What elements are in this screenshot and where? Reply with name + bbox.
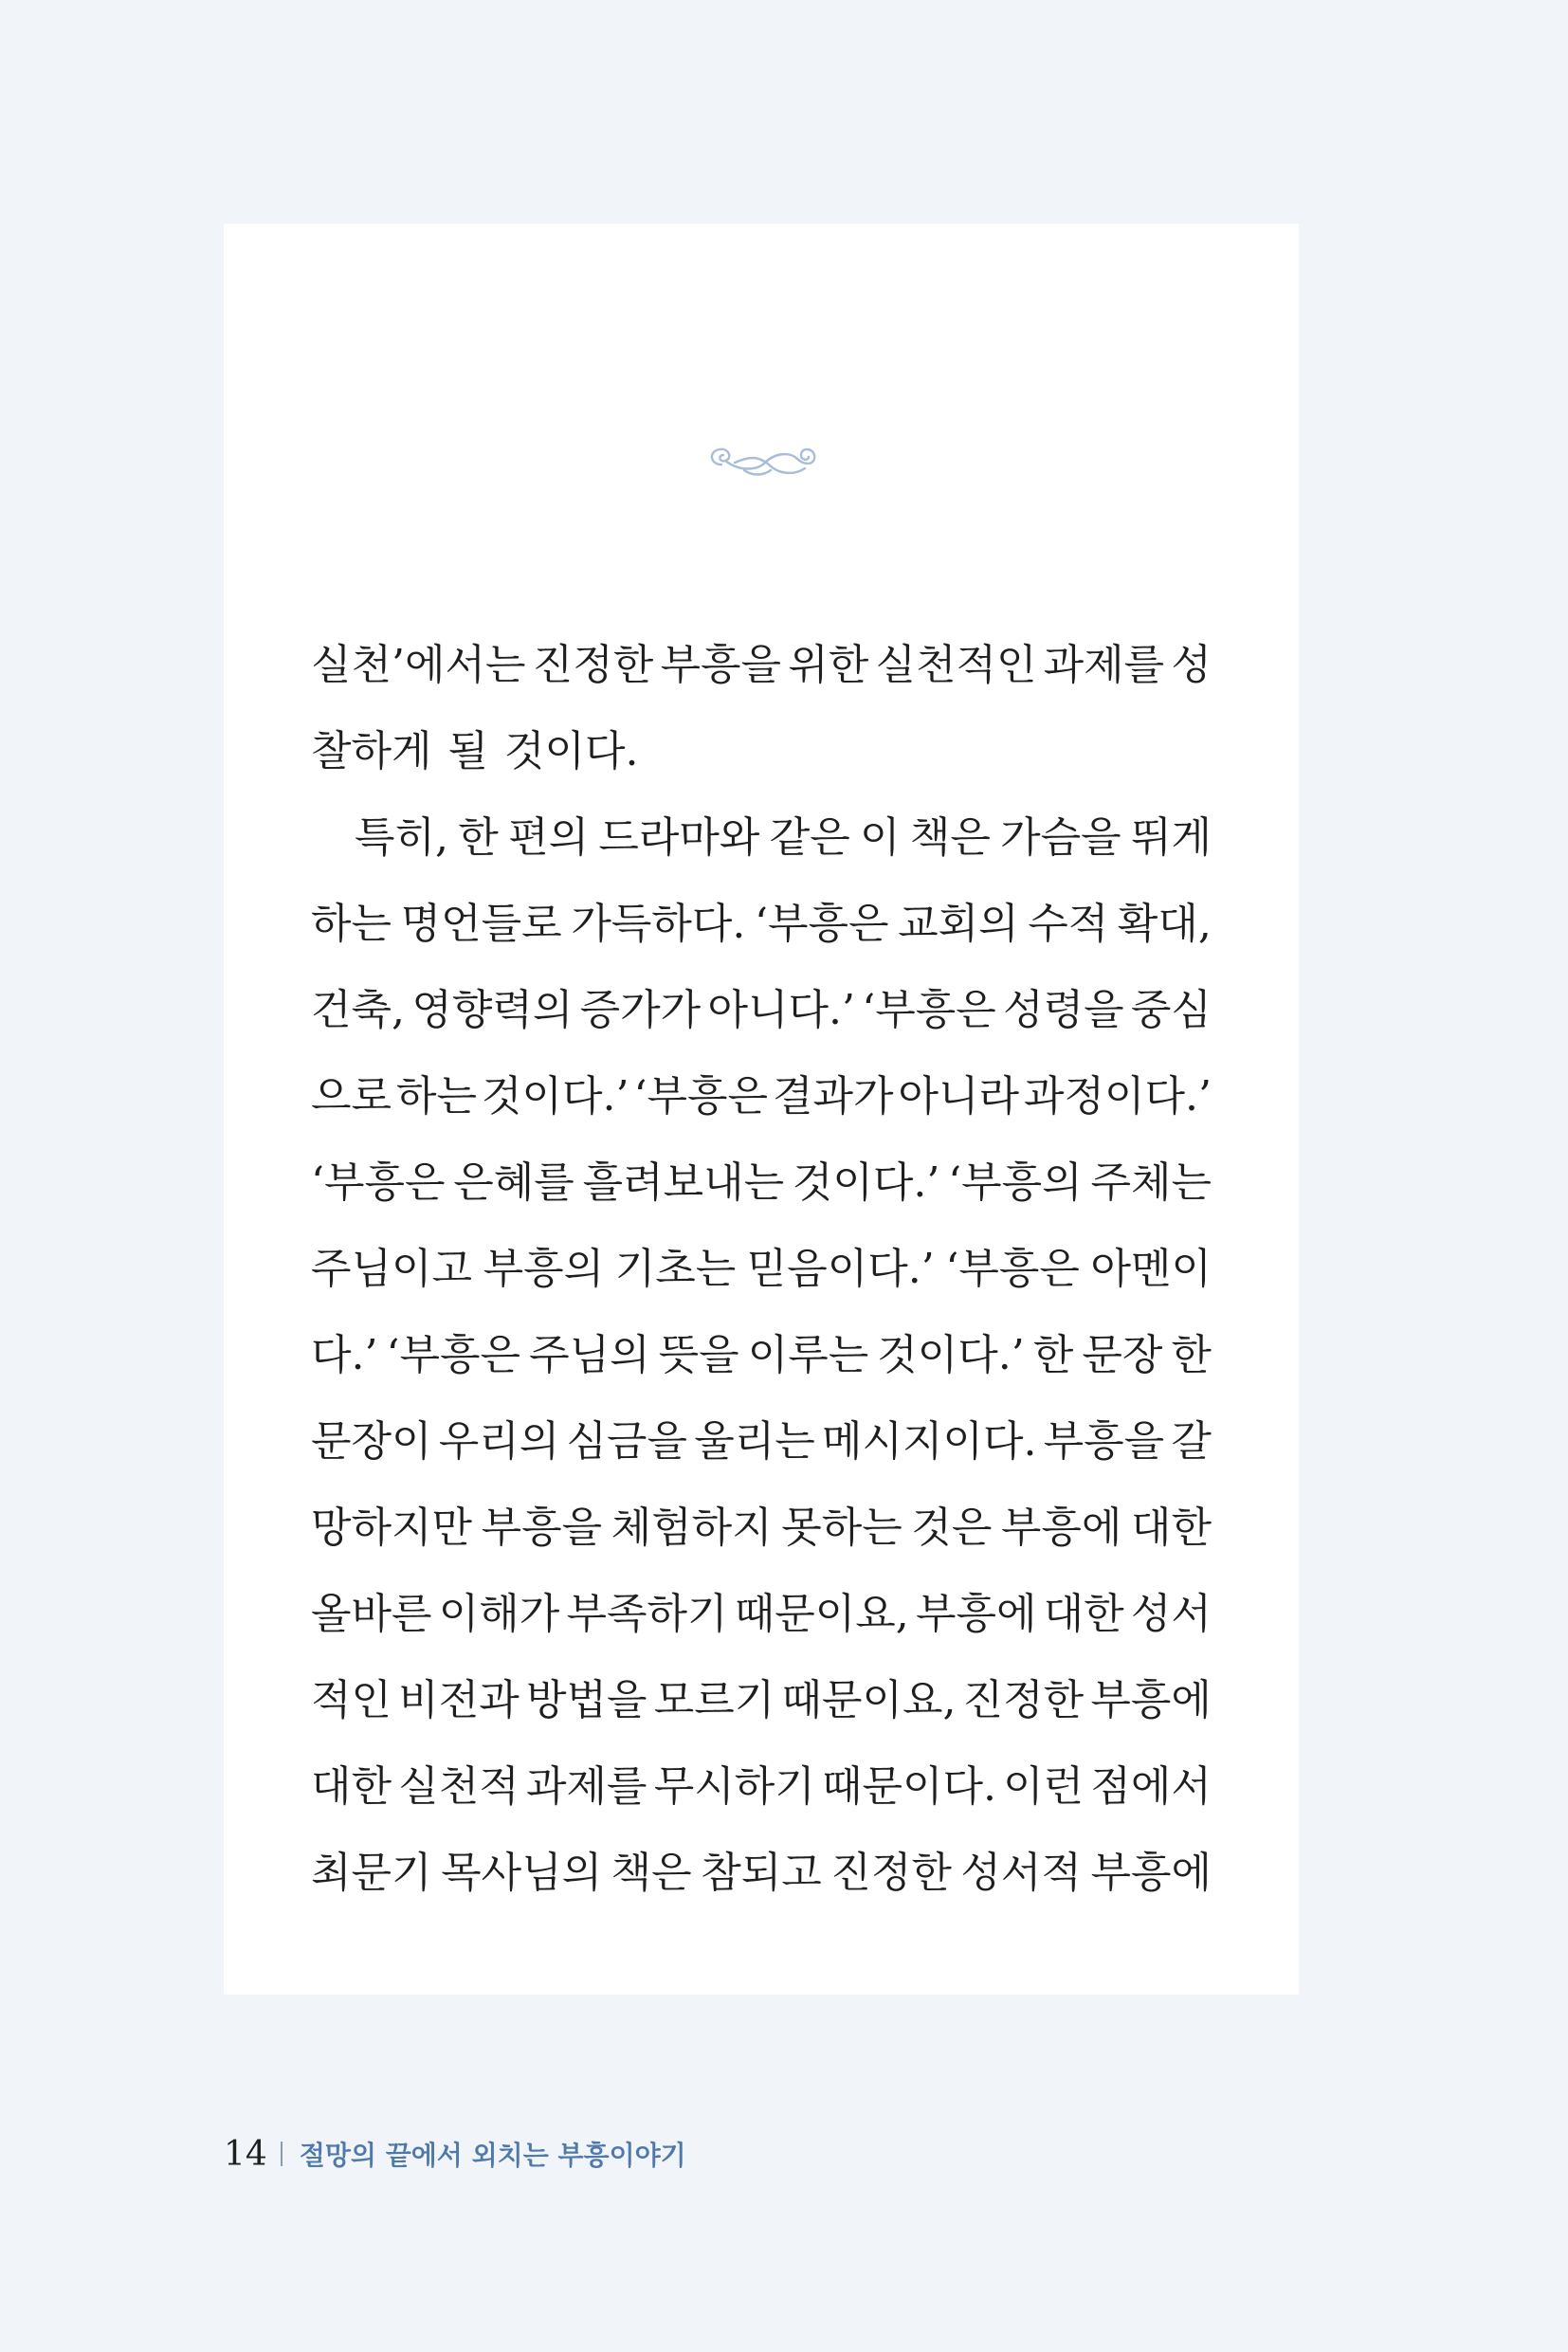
word: 한 <box>1171 1331 1212 1379</box>
word: 한 <box>458 813 499 862</box>
word: 아니라 <box>898 1072 1019 1121</box>
word: 뜻을 <box>658 1331 739 1379</box>
word: 성서 <box>1130 1590 1212 1638</box>
word: 가슴을 <box>1000 813 1121 862</box>
word: 책은 <box>909 813 991 862</box>
word: 명언들로 <box>400 900 562 948</box>
word: 부흥의 <box>483 1245 605 1293</box>
word: ‘부흥은 <box>386 1331 521 1379</box>
word: 부흥을 <box>1043 1417 1165 1466</box>
word: 한 <box>1032 1331 1074 1379</box>
word: 과제를 <box>1043 641 1165 689</box>
text-line <box>311 967 1212 1053</box>
word: ‘부흥은 <box>754 900 889 948</box>
word: 믿음이다.’ <box>746 1245 935 1293</box>
flourish-ornament-icon <box>702 432 820 491</box>
word: 못하는 <box>781 1504 903 1552</box>
word: 이루는 <box>747 1331 869 1379</box>
word: 영향력의 <box>411 986 574 1034</box>
word: 방법을 <box>525 1676 647 1724</box>
word: 수적 <box>1028 900 1109 948</box>
word: 목사님의 <box>441 1849 603 1897</box>
word: 부흥에 <box>1090 1849 1212 1897</box>
word: ‘부흥은 <box>311 1158 446 1207</box>
word: 울리는 <box>694 1417 815 1466</box>
word: 적인 <box>311 1676 392 1724</box>
word: 주체는 <box>1090 1158 1212 1207</box>
word: 실천적인 <box>875 641 1037 689</box>
word: 때문이다. <box>821 1762 996 1811</box>
word: 대한 <box>1043 1590 1124 1638</box>
word: 확대, <box>1117 900 1212 948</box>
word: 주님의 <box>529 1331 650 1379</box>
word: 문장 <box>1082 1331 1163 1379</box>
word: 아멘이 <box>1090 1245 1212 1293</box>
word: 모르기 <box>653 1676 775 1724</box>
word: 것이다. <box>504 727 639 775</box>
text-line <box>311 1053 1212 1140</box>
text-line <box>311 1743 1212 1830</box>
footer-divider <box>281 2142 283 2166</box>
word: ‘부흥은 <box>633 1072 768 1121</box>
word: 주님이고 <box>311 1245 473 1293</box>
word: 메시지이다. <box>821 1417 1037 1466</box>
text-line <box>311 1140 1212 1226</box>
text-line <box>311 1398 1212 1485</box>
word: 성 <box>1171 641 1212 689</box>
word: 진정한 <box>532 641 654 689</box>
word: 이 <box>860 813 901 862</box>
word: 대한 <box>311 1762 392 1811</box>
word: 찰하게 <box>311 727 432 775</box>
word: 것이다.’ <box>792 1158 940 1207</box>
word: 책은 <box>611 1849 692 1897</box>
word: 증가가 <box>579 986 702 1034</box>
word: 부흥에 <box>1000 1504 1122 1552</box>
word: 문장이 <box>311 1417 432 1466</box>
text-line <box>311 622 1212 708</box>
text-line <box>311 1485 1212 1571</box>
text-line <box>311 708 1212 794</box>
word: 것이다.’ <box>877 1331 1025 1379</box>
word: 갈 <box>1171 1417 1212 1466</box>
page-footer <box>224 2131 686 2177</box>
word: 특히, <box>355 813 448 862</box>
word: 진정한 <box>962 1676 1085 1724</box>
text-line <box>311 1312 1212 1398</box>
word: 실천’에서는 <box>311 641 526 689</box>
word: 될 <box>447 727 489 775</box>
word: 부흥을 <box>481 1504 603 1552</box>
text-line <box>311 1226 1212 1312</box>
word: 과정이다.’ <box>1023 1072 1212 1121</box>
word: ‘부흥은 <box>862 986 996 1034</box>
word: 것이다.’ <box>482 1072 629 1121</box>
word: 하는 <box>396 1072 478 1121</box>
word: 때문이요, <box>734 1590 909 1638</box>
text-line <box>311 1571 1212 1657</box>
word: 하는 <box>311 900 392 948</box>
page-number: 14 <box>224 2134 267 2174</box>
word: 중심 <box>1130 986 1212 1034</box>
word: 부족하기 <box>566 1590 728 1638</box>
word: 과제를 <box>525 1762 647 1811</box>
word: 무시하기 <box>653 1762 815 1811</box>
word: 결과가 <box>772 1072 894 1121</box>
word: 아니다.’ <box>707 986 855 1034</box>
word: ‘부흥의 <box>948 1158 1083 1207</box>
word: 드라마와 <box>598 813 760 862</box>
word: 뛰게 <box>1130 813 1212 862</box>
word: 대한 <box>1130 1504 1212 1552</box>
word: 성령을 <box>1003 986 1124 1034</box>
word: 은혜를 <box>453 1158 574 1207</box>
word: 이런 <box>1003 1762 1085 1811</box>
word: 같은 <box>769 813 850 862</box>
word: 체험하지 <box>611 1504 773 1552</box>
word: 부흥에 <box>1090 1676 1212 1724</box>
body-text <box>311 622 1212 1916</box>
word: 실천적 <box>398 1762 520 1811</box>
word: 흘려보내는 <box>582 1158 785 1207</box>
word: 올바른 <box>311 1590 432 1638</box>
word: 망하지만 <box>311 1504 473 1552</box>
word: 편의 <box>508 813 590 862</box>
page-card <box>224 224 1299 1995</box>
text-line <box>311 881 1212 967</box>
word: 으로 <box>311 1072 392 1121</box>
word: 최문기 <box>311 1849 432 1897</box>
book-title: 절망의 끝에서 외치는 부흥이야기 <box>299 2140 686 2171</box>
word: ‘부흥은 <box>945 1245 1080 1293</box>
word: 가득하다. <box>571 900 746 948</box>
word: 기초는 <box>614 1245 737 1293</box>
text-line <box>311 794 1212 881</box>
word: 건축, <box>311 986 405 1034</box>
word: 때문이요, <box>781 1676 957 1724</box>
word: 위한 <box>788 641 869 689</box>
word: 이해가 <box>438 1590 560 1638</box>
word: 진정한 <box>830 1849 952 1897</box>
word: 점에서 <box>1090 1762 1212 1811</box>
word: 부흥에 <box>915 1590 1037 1638</box>
word: 교회의 <box>898 900 1019 948</box>
word: 비전과 <box>398 1676 520 1724</box>
text-line <box>311 1830 1212 1916</box>
word: 다.’ <box>311 1331 378 1379</box>
word: 심금을 <box>566 1417 687 1466</box>
word: 부흥을 <box>660 641 781 689</box>
text-line <box>311 1657 1212 1743</box>
word: 것은 <box>911 1504 993 1552</box>
word: 참되고 <box>701 1849 822 1897</box>
word: 우리의 <box>438 1417 560 1466</box>
word: 성서적 <box>960 1849 1082 1897</box>
